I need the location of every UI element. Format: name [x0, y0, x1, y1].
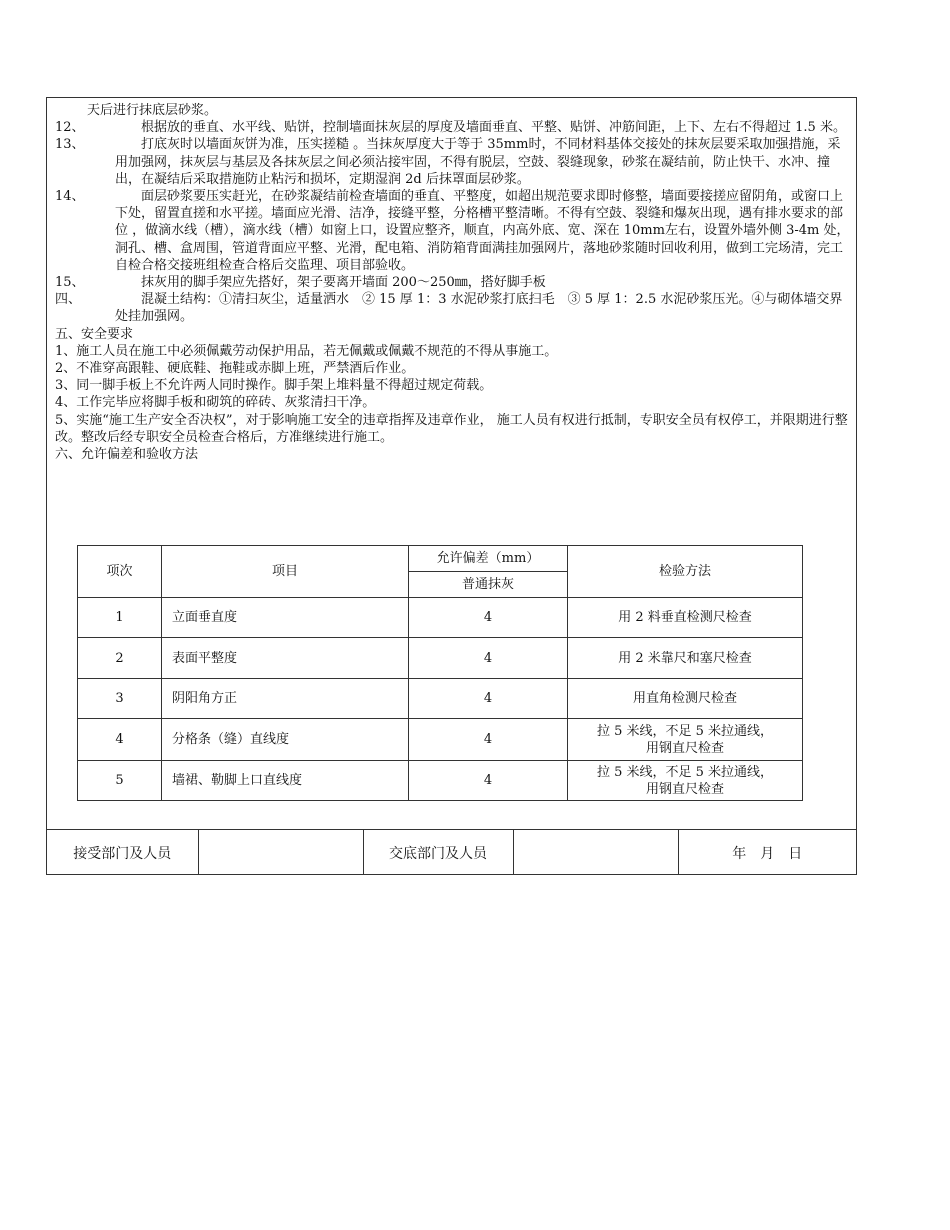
header-deviation-sub: 普通抹灰	[409, 572, 568, 598]
item-number: 13、	[55, 137, 85, 153]
method-line: 用钢直尺检查	[645, 740, 724, 756]
header-method: 检验方法	[568, 546, 803, 598]
receive-signature-field[interactable]	[198, 830, 363, 876]
method-line: 拉 5 米线，不足 5 米拉通线，	[596, 723, 774, 739]
list-item	[55, 274, 851, 291]
list-item	[55, 119, 851, 136]
receive-label: 接受部门及人员	[47, 830, 198, 876]
safety-item: 5、实施“施工生产安全否决权”，对于影响施工安全的违章指挥及违章作业， 施工人员有权进行抵制，专职安全员有权停工，并限期进行整改。整改后经专职安全员检查合格后，方准继续进行施工。	[55, 412, 848, 445]
deliver-signature-field[interactable]	[513, 830, 678, 876]
table-row	[78, 761, 803, 801]
item-text: 打底灰时以墙面灰饼为准，压实搓糙 。当抹灰厚度大于等于 35mm时，不同材料基体交接处的抹灰层要采取加强措施，采用加强网，抹灰层与基层及各抹灰层之间必须沾接牢固，不得有脱层，空鼓、裂缝现象，砂浆在凝结前，防止快干、水冲、撞出，在凝结后采取措施防止粘污和损坏，定期湿润 2d 后抹罩面层砂浆。	[115, 137, 841, 187]
list-item	[55, 188, 851, 274]
row-no: 5	[78, 761, 162, 801]
method-line: 用钢直尺检查	[645, 781, 724, 797]
row-method	[568, 719, 803, 761]
item-text: 面层砂浆要压实赶光，在砂浆凝结前检查墙面的垂直、平整度，如超出规范要求即时修整，墙面要接搓应留阴角，或窗口上下处，留置直搓和水平搓。墙面应光滑、洁净，接缝平整，分格槽平整清晰。不得有空鼓、裂缝和爆灰出现，遇有排水要求的部位 ，做滴水线（槽），滴水线（槽）如窗上口，设置应整齐，顺直，内高外底、宽、深在 10mm左右，设置外墙外侧 3-4m 处，洞孔、槽、盒周围，管道背面应平整、光滑，配电箱、消防箱背面满挂加强网片，落地砂浆随时回收利用，做到工完场清，完工自检合格交接班组检查合格后交监理、项目部验收。	[115, 189, 850, 273]
row-no: 2	[78, 638, 162, 679]
row-deviation: 4	[409, 679, 568, 719]
tolerance-table	[77, 545, 803, 801]
item-number: 四、	[55, 292, 82, 308]
row-item: 墙裙、勒脚上口直线度	[162, 761, 409, 801]
safety-item: 3、同一脚手板上不允许两人同时操作。脚手架上堆料量不得超过规定荷载。	[55, 378, 493, 394]
item-text: 根据放的垂直、水平线、贴饼，控制墙面抹灰层的厚度及墙面垂直、平整、贴饼、冲筋间距，上下、左右不得超过 1.5 米。	[141, 120, 846, 136]
item-number: 15、	[55, 275, 85, 291]
row-no: 4	[78, 719, 162, 761]
method-line: 拉 5 米线，不足 5 米拉通线，	[596, 764, 774, 780]
safety-item: 1、施工人员在施工中必须佩戴劳动保护用品，若无佩戴或佩戴不规范的不得从事施工。	[55, 343, 558, 359]
header-item: 项目	[162, 546, 409, 598]
row-method	[568, 598, 803, 638]
deliver-label: 交底部门及人员	[363, 830, 513, 876]
safety-item: 4、工作完毕应将脚手板和砌筑的碎砖、灰浆清扫干净。	[55, 395, 376, 411]
table-row	[78, 719, 803, 761]
tolerance-title: 六、允许偏差和验收方法	[55, 447, 199, 463]
list-item	[55, 136, 851, 188]
item-text: 抹灰用的脚手架应先搭好，架子要离开墙面 200～250㎜，搭好脚手板	[141, 275, 546, 291]
table-row	[78, 679, 803, 719]
row-method	[568, 638, 803, 679]
table-row	[78, 638, 803, 679]
row-item: 阴阳角方正	[162, 679, 409, 719]
row-no: 1	[78, 598, 162, 638]
item-text: 混凝土结构：①清扫灰尘，适量洒水 ② 15 厚 1：3 水泥砂浆打底扫毛 ③ 5 厚 1：2.5 水泥砂浆压光。④与砌体墙交界处挂加强网。	[115, 292, 843, 325]
row-method	[568, 761, 803, 801]
method-line: 用直角检测尺检查	[632, 691, 737, 706]
document-frame	[46, 97, 857, 875]
header-deviation: 允许偏差（mm）	[409, 546, 568, 572]
safety-title: 五、安全要求	[55, 326, 134, 342]
row-deviation: 4	[409, 761, 568, 801]
row-method	[568, 679, 803, 719]
intro-line: 天后进行抹底层砂浆。	[87, 103, 218, 118]
row-deviation: 4	[409, 638, 568, 679]
row-deviation: 4	[409, 719, 568, 761]
row-item: 立面垂直度	[162, 598, 409, 638]
table-row	[78, 598, 803, 638]
row-deviation: 4	[409, 598, 568, 638]
method-line: 用 2 米靠尺和塞尺检查	[618, 650, 752, 666]
row-item: 表面平整度	[162, 638, 409, 679]
item-number: 14、	[55, 189, 85, 205]
row-no: 3	[78, 679, 162, 719]
method-line: 用 2 料垂直检测尺检查	[618, 610, 752, 625]
item-number: 12、	[55, 120, 85, 136]
row-item: 分格条（缝）直线度	[162, 719, 409, 761]
signature-table	[47, 829, 856, 875]
list-item	[55, 291, 851, 325]
date-field[interactable]: 年 月 日	[678, 830, 856, 876]
header-no: 项次	[78, 546, 162, 598]
safety-item: 2、不准穿高跟鞋、硬底鞋、拖鞋或赤脚上班，严禁酒后作业。	[55, 361, 415, 377]
document-body	[55, 102, 851, 463]
